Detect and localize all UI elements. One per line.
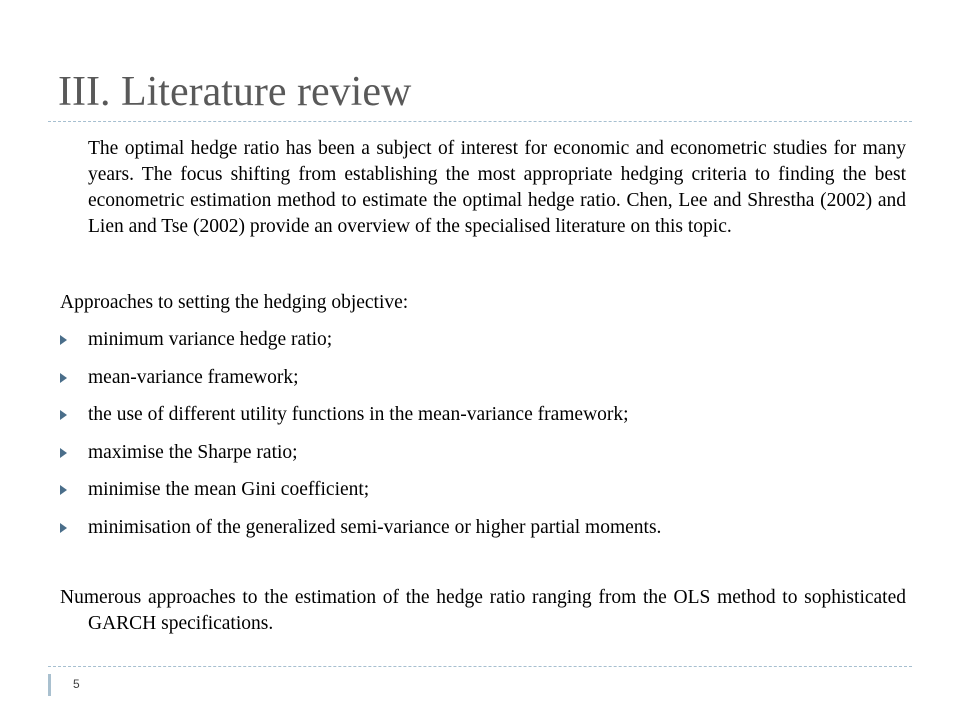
title-divider <box>48 121 912 122</box>
list-item <box>60 477 906 503</box>
list-item <box>60 440 906 466</box>
page-number: 5 <box>73 677 80 691</box>
list-item <box>60 402 906 428</box>
list-item-text: the use of different utility functions in the mean-variance framework; <box>88 404 629 426</box>
triangle-right-icon <box>60 485 67 495</box>
triangle-right-icon <box>60 523 67 533</box>
intro-paragraph: The optimal hedge ratio has been a subject of interest for economic and econometric studies for many years. The focus shifting from establishing the most appropriate hedging criteria to finding the best econometric estimation method to estimate the optimal hedge ratio. Chen, Lee and Shrestha (2002) and Lien and Tse (2002) provide an overview of the specialised literature on this topic. <box>88 138 906 237</box>
list-item-text: minimum variance hedge ratio; <box>88 329 333 350</box>
triangle-right-icon <box>60 335 67 345</box>
footer-divider <box>48 666 912 667</box>
list-item <box>60 365 906 391</box>
list-item-text: minimisation of the generalized semi-variance or higher partial moments. <box>88 516 662 538</box>
list-item <box>60 327 906 353</box>
list-item-text: minimise the mean Gini coefficient; <box>88 479 370 501</box>
closing-paragraph: Numerous approaches to the estimation of the hedge ratio ranging from the OLS method to sophisticated GARCH specifications. <box>60 587 906 634</box>
triangle-right-icon <box>60 448 67 458</box>
triangle-right-icon <box>60 373 67 383</box>
list-item-text: maximise the Sharpe ratio; <box>88 441 298 463</box>
list-item <box>60 515 906 541</box>
approaches-list <box>60 327 906 553</box>
triangle-right-icon <box>60 410 67 420</box>
slide-title: III. Literature review <box>58 69 412 115</box>
approaches-heading: Approaches to setting the hedging objective: <box>60 292 409 313</box>
list-item-text: mean-variance framework; <box>88 366 299 388</box>
footer-accent-bar <box>48 674 51 696</box>
